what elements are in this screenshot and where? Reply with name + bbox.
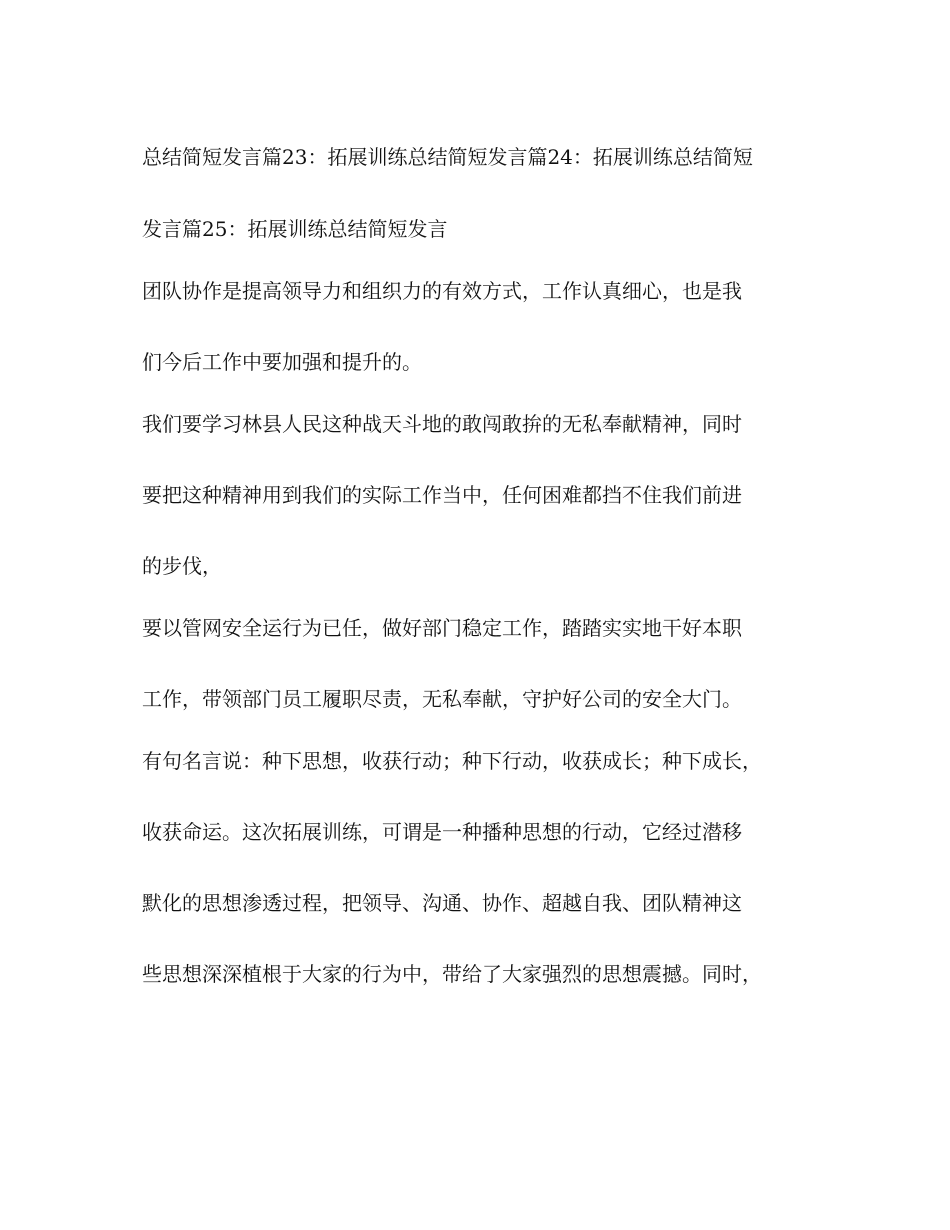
text-line: 团队协作是提高领导力和组织力的有效方式，工作认真细心，也是我: [142, 279, 742, 303]
text-line: 工作，带领部门员工履职尽责，无私奉献，守护好公司的安全大门。: [142, 687, 742, 711]
text-line: 默化的思想渗透过程，把领导、沟通、协作、超越自我、团队精神这: [142, 891, 742, 915]
text-line: 要把这种精神用到我们的实际工作当中，任何困难都挡不住我们前进: [142, 483, 742, 507]
text-line: 发言篇25：拓展训练总结简短发言: [142, 217, 448, 241]
text-line: 收获命运。这次拓展训练，可谓是一种播种思想的行动，它经过潜移: [142, 820, 742, 844]
text-line: 些思想深深植根于大家的行为中，带给了大家强烈的思想震撼。同时，: [142, 962, 762, 986]
text-line: 们今后工作中要加强和提升的。: [142, 350, 422, 374]
text-line: 总结简短发言篇23：拓展训练总结简短发言篇24：拓展训练总结简短: [142, 145, 753, 169]
text-line: 要以管网安全运行为已任，做好部门稳定工作，踏踏实实地干好本职: [142, 616, 742, 640]
text-line: 我们要学习林县人民这种战天斗地的敢闯敢拚的无私奉献精神，同时: [142, 412, 742, 436]
text-line: 的步伐，: [142, 554, 222, 578]
text-line: 有句名言说：种下思想，收获行动；种下行动，收获成长；种下成长，: [142, 749, 762, 773]
